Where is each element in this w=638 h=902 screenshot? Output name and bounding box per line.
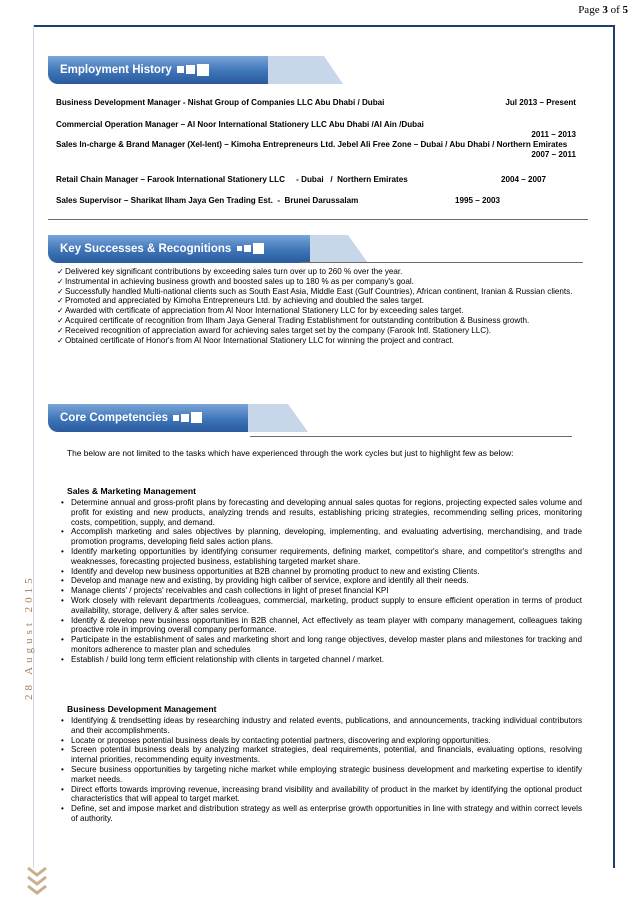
employment-row: [56, 175, 576, 185]
check-icon: ✓: [57, 335, 64, 345]
section-divider: [250, 436, 572, 437]
list-item: • Define, set and impose market and distribution strategy as well as enterprise growth opportunities in line with strategy and within correct levels of authority.: [61, 804, 582, 824]
employment-heading: [48, 56, 298, 84]
check-icon: ✓: [57, 306, 64, 316]
employment-period: 2011 – 2013: [531, 130, 576, 139]
employment-period: Jul 2013 – Present: [505, 98, 576, 107]
list-item: • Identify and develop new business opportunities at B2B channel by promoting product to new and existing Clients.: [61, 567, 582, 577]
page-frame-top: [33, 25, 615, 27]
employment-row: [56, 98, 576, 108]
employment-role: Commercial Operation Manager – Al Noor International Stationery LLC Abu Dhabi /Al Ain /Dubai: [56, 120, 424, 129]
employment-row: [56, 120, 576, 140]
competencies-intro: The below are not limited to the tasks which have experienced through the work cycles but just to highlight few as below:: [67, 448, 514, 458]
successes-title: Key Successes & Recognitions: [60, 243, 232, 255]
page-current: 3: [602, 4, 608, 16]
sales-marketing-list: [61, 498, 582, 665]
list-item: • Identifying & trendsetting ideas by researching industry and related events, publications, and announcements, tracking individual contributors and their accomplishments.: [61, 716, 582, 736]
page-number: [578, 4, 628, 16]
list-item: • Work closely with relevant departments /colleagues, commercial, marketing, product supply to ensure efficient operation in terms of product availability, storage, delivery & after sales service.: [61, 596, 582, 616]
competencies-heading: [48, 404, 288, 432]
employment-period: 2007 – 2011: [531, 150, 576, 159]
list-item: • Develop and manage new and existing, by providing high caliber of service, explore and identify all their needs.: [61, 576, 582, 586]
list-item: • Secure business opportunities by targeting niche market while employing strategic business development and marketing expertise to identify market needs.: [61, 765, 582, 785]
check-icon: ✓: [57, 267, 64, 276]
successes-heading: [48, 235, 348, 263]
list-item: • Accomplish marketing and sales objectives by planning, developing, implementing, and evaluating advertising, merchandising, and trade promotion programs, developing field sales action plans.: [61, 527, 582, 547]
employment-role: Business Development Manager - Nishat Group of Companies LLC Abu Dhabi / Dubai: [56, 98, 385, 107]
list-item: • Determine annual and gross-profit plans by forecasting and developing annual sales quotas for regions, projecting expected sales volume and profit for existing and new products, analyzing trends and results, establishing pricing strategies, recommending selling prices, monitoring costs, competition, supply, and demand.: [61, 498, 582, 527]
section-divider: [48, 219, 588, 220]
employment-role: Retail Chain Manager – Farook International Stationery LLC - Dubai / Northern Emirates: [56, 175, 408, 184]
list-item: ✓Received recognition of appreciation award for achieving sales target set by the company (Farook Intl. Stationery LLC).: [57, 325, 492, 335]
successes-list: [57, 267, 582, 345]
list-item: ✓Promoted and appreciated by Kimoha Entrepreneurs Ltd. by achieving and doubled the sales target.: [57, 296, 425, 306]
list-item: • Direct efforts towards improving revenue, increasing brand visibility and availability of product in the market by identifying the optional product characteristics that will appeal to target market.: [61, 785, 582, 805]
group-title: Sales & Marketing Management: [67, 486, 196, 496]
page-label: Page: [578, 4, 600, 16]
list-item: • Identify & develop new business opportunities in B2B channel, Act effectively as team player with company management, colleagues taking proactive role in improving overall company performance.: [61, 616, 582, 636]
employment-title: Employment History: [60, 64, 172, 76]
list-item: ✓Acquired certificate of recognition from Ilham Jaya General Trading Establishment for outstanding contribution & Business growth.: [57, 315, 530, 325]
list-item: • Screen potential business deals by analyzing market strategies, deal requirements, potential, and financials, evaluating options, resolving internal priorities, recommending equity investments.: [61, 745, 582, 765]
side-date: 28 August 2015: [23, 574, 35, 700]
list-item: • Participate in the establishment of sales and marketing short and long range objectives, develop master plans and milestones for tracking and monitors adherence to master plan and schedules: [61, 635, 582, 655]
check-icon: ✓: [57, 286, 64, 296]
employment-period: 1995 – 2003: [454, 196, 500, 205]
employment-row: [56, 140, 576, 159]
list-item: • Establish / build long term efficient relationship with clients in targeted channel / market.: [61, 655, 582, 665]
check-icon: ✓: [57, 276, 64, 286]
check-icon: ✓: [57, 296, 64, 306]
list-item: ✓Obtained certificate of Honor's from Al Noor International Stationery LLC for winning the project and contract.: [57, 335, 454, 345]
competencies-title: Core Competencies: [60, 412, 169, 424]
list-item: • Manage clients' / projects' receivables and cash collections in light of preset financial KPI: [61, 586, 582, 596]
page-frame-left: [33, 25, 34, 868]
employment-period: 2004 – 2007: [500, 175, 546, 184]
chevron-down-icon: [26, 866, 48, 896]
business-development-list: [61, 716, 582, 824]
employment-row: [56, 196, 576, 206]
list-item: ✓Awarded with certificate of appreciation from Al Noor International Stationery LLC for by exceeding sales target.: [57, 306, 464, 316]
group-title: Business Development Management: [67, 704, 217, 714]
employment-role: Sales In-charge & Brand Manager (Xel-lent) – Kimoha Entrepreneurs Ltd. Jebel Ali Free Zone – Dubai / Abu Dhabi / Northern Emirates: [56, 140, 568, 149]
list-item: • Identify marketing opportunities by identifying consumer requirements, defining market, competitor's share, and competitor's strengths and weaknesses, forecasting projected business, establishing targeted market share.: [61, 547, 582, 567]
check-icon: ✓: [57, 315, 64, 325]
page-total: 5: [622, 4, 628, 16]
list-item: ✓Instrumental in achieving business growth and boosted sales up to 180 % as per company's goal.: [57, 276, 414, 286]
list-item: ✓Delivered key significant contributions by exceeding sales turn over up to 260 % over the year.: [57, 267, 403, 276]
page-frame-right: [613, 25, 615, 868]
employment-role: Sales Supervisor – Sharikat Ilham Jaya Gen Trading Est. - Brunei Darussalam: [56, 196, 359, 205]
check-icon: ✓: [57, 325, 64, 335]
list-item: ✓Successfully handled Multi-national clients such as South East Asia, Middle East (Gulf Countries), African continent, Iranian & Russian clients.: [57, 286, 573, 296]
section-divider: [300, 262, 583, 263]
list-item: • Locate or proposes potential business deals by contacting potential partners, discovering and exploring opportunities.: [61, 736, 582, 746]
page-of: of: [610, 4, 620, 16]
